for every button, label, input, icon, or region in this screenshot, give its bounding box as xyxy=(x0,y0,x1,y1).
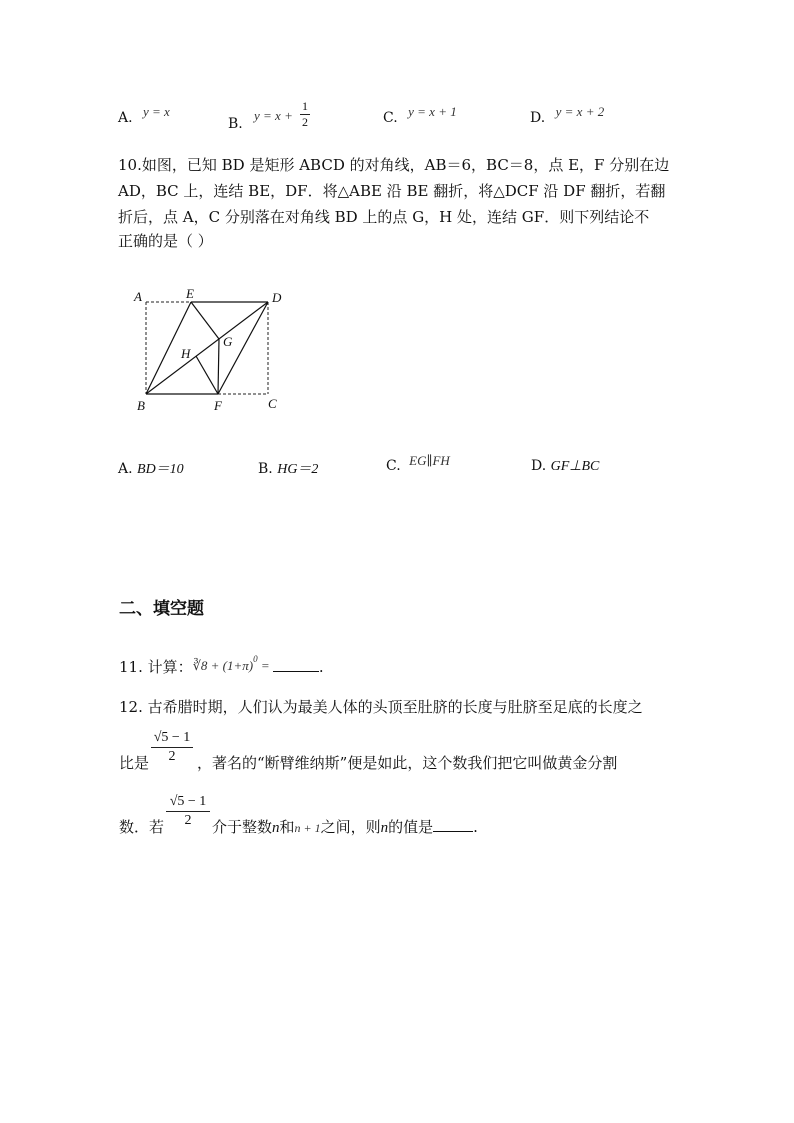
fraction-numerator: √5 − 1 xyxy=(169,794,207,809)
answer-blank[interactable] xyxy=(433,831,473,832)
option-text: BD＝10 xyxy=(137,462,184,477)
option-letter: A. xyxy=(118,110,133,126)
variable-n: n xyxy=(272,820,280,836)
q10-option-c xyxy=(386,453,450,474)
option-letter: B. xyxy=(258,461,273,477)
q10-option-a xyxy=(118,458,184,478)
label-e: E xyxy=(186,286,194,301)
option-letter: C. xyxy=(383,110,398,126)
segment-gf xyxy=(218,339,219,394)
label-h: H xyxy=(181,346,191,361)
label-b: B xyxy=(137,398,145,413)
label-a: A xyxy=(134,289,142,304)
option-b-fraction xyxy=(300,100,310,129)
option-letter: D. xyxy=(531,458,547,474)
segment-eg xyxy=(191,302,219,339)
q11-expression: ∛8 + (1+π) xyxy=(192,658,254,673)
golden-ratio-fraction-2 xyxy=(166,794,210,829)
q12-text: 的值是 xyxy=(388,818,434,836)
q11-question xyxy=(119,650,324,681)
diagonal-bd xyxy=(146,302,268,394)
fraction-denominator: 2 xyxy=(184,813,192,828)
option-letter: A. xyxy=(118,461,133,477)
q9-option-b xyxy=(228,116,243,132)
segment-hf xyxy=(196,356,218,394)
q12-line-2-prefix: 比是 xyxy=(119,754,150,772)
label-g: G xyxy=(223,334,233,349)
q10-line-4: 正确的是（ ） xyxy=(118,232,213,250)
option-expression: y = x + 1 xyxy=(408,104,457,119)
fraction-denominator: 2 xyxy=(168,749,176,764)
q10-line-2: AD，BC 上，连结 BE，DF．将△ABE 沿 BE 翻折，将△DCF 沿 DF 翻折，若翻 xyxy=(118,182,666,200)
q10-line-3: 折后，点 A，C 分别落在对角线 BD 上的点 G，H 处，连结 GF．则下列结论不 xyxy=(118,208,650,226)
q12-line-2-suffix: ，著名的“断臂维纳斯”便是如此，这个数我们把它叫做黄金分割 xyxy=(197,754,618,772)
fraction-bar xyxy=(151,747,193,748)
q12-text: 之间，则 xyxy=(320,818,381,836)
q10-line-1: 10.如图，已知 BD 是矩形 ABCD 的对角线，AB＝6，BC＝8，点 E，F 分别在边 xyxy=(118,156,670,174)
variable-n-2: n xyxy=(380,820,389,836)
q9-option-d xyxy=(530,104,605,126)
q11-suffix: . xyxy=(318,658,324,676)
option-letter: C. xyxy=(386,458,401,474)
q12-text: 和 xyxy=(279,818,295,836)
n-plus-one: n + 1 xyxy=(294,821,321,835)
section-title: 二、填空题 xyxy=(119,599,204,619)
label-c: C xyxy=(268,396,277,411)
q12-line-3-rest xyxy=(212,814,478,841)
option-b-expression: y = x + xyxy=(254,108,293,123)
q11-equals: = xyxy=(257,658,273,673)
q11-exponent: 0 xyxy=(253,654,258,664)
fraction-numerator: 1 xyxy=(302,99,308,113)
q12-line-3-prefix: 数．若 xyxy=(119,818,165,836)
option-text: HG＝2 xyxy=(277,462,319,477)
q12-suffix: . xyxy=(473,818,478,836)
label-d: D xyxy=(272,290,282,305)
option-letter: B. xyxy=(228,116,243,132)
q9-option-c xyxy=(383,104,457,126)
fraction-numerator: √5 − 1 xyxy=(153,730,191,745)
q9-option-a xyxy=(118,104,170,126)
q10-option-b xyxy=(258,458,318,478)
answer-blank[interactable] xyxy=(273,671,319,672)
option-text: EG∥FH xyxy=(409,453,450,468)
option-expression: y = x xyxy=(143,104,170,119)
q10-option-d xyxy=(531,458,599,475)
q11-prefix: 11. 计算： xyxy=(119,658,193,676)
q12-line-1: 12. 古希腊时期，人们认为最美人体的头顶至肚脐的长度与肚脐至足底的长度之 xyxy=(119,698,643,716)
rectangle-figure xyxy=(128,284,298,416)
golden-ratio-fraction xyxy=(151,730,193,765)
fraction-bar xyxy=(166,811,210,812)
option-text: GF⊥BC xyxy=(550,459,600,474)
option-letter: D. xyxy=(530,110,546,126)
option-expression: y = x + 2 xyxy=(555,104,605,119)
fraction-denominator: 2 xyxy=(302,115,308,129)
label-f: F xyxy=(214,398,222,413)
q12-text: 介于整数 xyxy=(212,818,273,836)
